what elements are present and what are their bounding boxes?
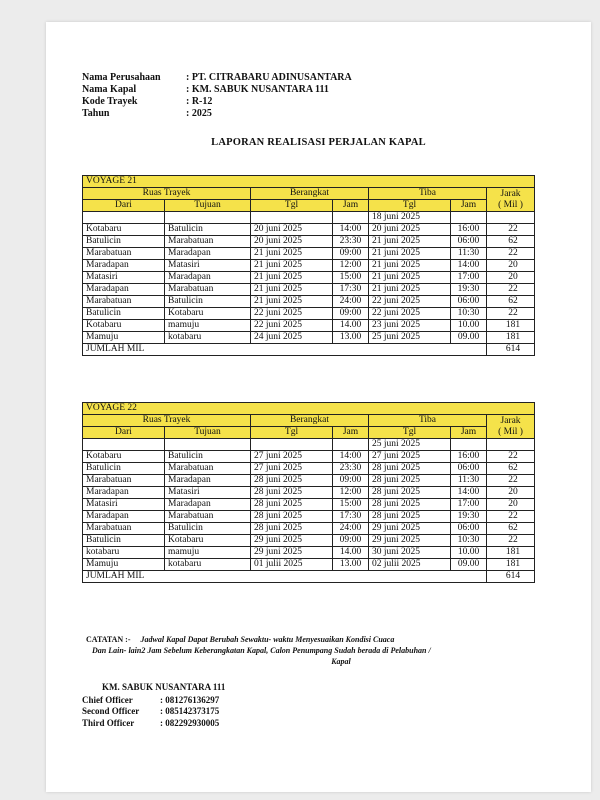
col-berangkat: Berangkat [251,188,369,200]
cell-dari: Mamuju [83,559,165,571]
cell-dari: Marabatuan [83,248,165,260]
cell-jam-tiba: 06:00 [451,523,487,535]
cell-tgl-berangkat: 28 juni 2025 [251,499,333,511]
cell-dari: Mamuju [83,332,165,344]
cell-jarak: 22 [487,451,535,463]
cell-jam-berangkat: 13.00 [333,559,369,571]
cell-dari: kotabaru [83,547,165,559]
cell-jam-tiba: 16:00 [451,451,487,463]
cell-jam-berangkat: 14.00 [333,320,369,332]
footer-ship-name: KM. SABUK NUSANTARA 111 [102,682,226,692]
table-row [83,236,535,248]
officer-row [82,718,225,730]
cell-tgl-tiba: 30 juni 2025 [369,547,451,559]
table-row [83,272,535,284]
route-value: : R-12 [186,96,213,107]
header-row-1 [83,188,535,200]
cell-tujuan: Marabatuan [165,236,251,248]
cell-tgl-tiba: 22 juni 2025 [369,308,451,320]
table-row [83,535,535,547]
cell-tgl-tiba: 28 juni 2025 [369,463,451,475]
cell-dari: Batulicin [83,236,165,248]
cell-tgl-tiba: 29 juni 2025 [369,523,451,535]
cell-dari: Maradapan [83,511,165,523]
document-header [82,72,352,120]
cell-jarak: 181 [487,547,535,559]
cell-tgl-berangkat: 28 juni 2025 [251,487,333,499]
cell-tujuan: Kotabaru [165,308,251,320]
cell-tujuan: Maradapan [165,475,251,487]
col-jarak [487,415,535,439]
company-value: : PT. CITRABARU ADINUSANTARA [186,72,352,83]
cell-jam-tiba: 10:30 [451,535,487,547]
cell-tgl-tiba: 28 juni 2025 [369,487,451,499]
cell-jarak: 181 [487,332,535,344]
route-label: Kode Trayek [82,96,138,107]
cell-jam-tiba: 17:00 [451,499,487,511]
col-jarak-label: Jarak [500,188,521,199]
cell-tgl-berangkat: 27 juni 2025 [251,451,333,463]
cell-tujuan: Matasiri [165,487,251,499]
cell-jarak: 22 [487,248,535,260]
header-row-2 [83,200,535,212]
cell-jam-tiba: 14:00 [451,487,487,499]
col-tujuan: Tujuan [165,427,251,439]
cell-jam-tiba: 11:30 [451,475,487,487]
cell-jarak: 181 [487,559,535,571]
document-page [46,22,591,792]
cell-jam-berangkat: 09:00 [333,308,369,320]
cell-jam-tiba: 06:00 [451,463,487,475]
cell-dari: Batulicin [83,535,165,547]
cell-tujuan: mamuju [165,320,251,332]
cell-tgl-berangkat: 29 juni 2025 [251,535,333,547]
col-jarak-unit: ( Mil ) [498,199,523,210]
voyage-table [82,402,535,583]
cell-tujuan: Maradapan [165,248,251,260]
notes-label: CATATAN :- [86,635,131,644]
cell-tujuan: Batulicin [165,451,251,463]
col-jam-tiba: Jam [451,427,487,439]
notes-line-1 [86,634,556,645]
cell-jam-tiba: 10:30 [451,308,487,320]
cell-dari: Kotabaru [83,451,165,463]
voyage-name: VOYAGE 21 [83,176,535,188]
cell-tgl-berangkat: 21 juni 2025 [251,272,333,284]
cell-jam-berangkat: 14:00 [333,451,369,463]
cell-tujuan: Marabatuan [165,463,251,475]
voyage-title-row [83,176,535,188]
table-row [83,439,535,451]
cell-jam-berangkat: 17:30 [333,284,369,296]
table-row [83,212,535,224]
cell-jarak: 62 [487,236,535,248]
cell-tgl-tiba: 23 juni 2025 [369,320,451,332]
cell-tgl-berangkat: 01 julii 2025 [251,559,333,571]
notes-text-2: Dan Lain- lain2 Jam Sebelum Keberangkatan Kapal, Calon Penumpang Sudah berada di Pelabuhan / [92,646,431,655]
col-dari: Dari [83,427,165,439]
cell-dari: Kotabaru [83,320,165,332]
officer-label: Chief Officer [82,694,133,705]
officer-row [82,695,225,707]
officer-row [82,706,225,718]
cell-tujuan: Maradapan [165,499,251,511]
cell-tgl-berangkat: 22 juni 2025 [251,320,333,332]
cell-tgl-tiba: 28 juni 2025 [369,499,451,511]
cell-jarak: 22 [487,535,535,547]
voyage-table [82,175,535,356]
cell-jarak: 62 [487,296,535,308]
col-tiba: Tiba [369,415,487,427]
col-tgl-berangkat: Tgl [251,427,333,439]
cell-dari: Marabatuan [83,523,165,535]
cell-tujuan: mamuju [165,547,251,559]
cell-tujuan: Matasiri [165,260,251,272]
cell-tgl-tiba: 21 juni 2025 [369,236,451,248]
cell-jam-berangkat: 12:00 [333,260,369,272]
total-label: JUMLAH MIL [83,344,487,356]
col-dari: Dari [83,200,165,212]
cell-dari: Marabatuan [83,296,165,308]
table-row [83,320,535,332]
table-row [83,463,535,475]
cell-jam-berangkat: 09:00 [333,475,369,487]
cell-jam-berangkat: 15:00 [333,499,369,511]
cell-tgl-tiba: 21 juni 2025 [369,260,451,272]
cell-jam-berangkat: 09:00 [333,248,369,260]
notes-text-1: Jadwal Kapal Dapat Berubah Sewaktu- waktu Menyesuaikan Kondisi Cuaca [140,635,395,644]
table-row [83,523,535,535]
table-row [83,451,535,463]
officer-label: Second Officer [82,706,140,716]
total-row [83,344,535,356]
cell-jam-tiba: 06:00 [451,236,487,248]
table-row [83,332,535,344]
cell-dari: Maradapan [83,487,165,499]
company-row [82,72,352,84]
cell-jarak: 22 [487,475,535,487]
report-title: LAPORAN REALISASI PERJALAN KAPAL [211,137,426,148]
ship-label: Nama Kapal [82,84,137,95]
contact-footer [82,682,225,729]
total-label: JUMLAH MIL [83,571,487,583]
cell-tujuan: Kotabaru [165,535,251,547]
cell-jam-tiba: 19:30 [451,284,487,296]
cell-tgl-berangkat: 21 juni 2025 [251,260,333,272]
cell-jarak: 62 [487,463,535,475]
table-row [83,284,535,296]
cell-jarak: 22 [487,224,535,236]
voyage-rows [83,224,535,344]
cell-tujuan: Batulicin [165,296,251,308]
cell-tujuan: kotabaru [165,332,251,344]
col-ruas: Ruas Trayek [83,415,251,427]
voyage-title-row [83,403,535,415]
first-arrival-date: 25 juni 2025 [369,439,451,451]
table-row [83,487,535,499]
table-row [83,224,535,236]
cell-tgl-berangkat: 21 juni 2025 [251,248,333,260]
table-row [83,499,535,511]
col-tujuan: Tujuan [165,200,251,212]
voyage-rows [83,451,535,571]
ship-value: : KM. SABUK NUSANTARA 111 [186,84,329,95]
route-row [82,96,352,108]
cell-tgl-berangkat: 24 juni 2025 [251,332,333,344]
cell-jarak: 22 [487,284,535,296]
cell-tgl-tiba: 22 juni 2025 [369,296,451,308]
table-row [83,547,535,559]
cell-jam-tiba: 06:00 [451,296,487,308]
officer-phone: : 081276136297 [160,694,220,705]
cell-tgl-berangkat: 22 juni 2025 [251,308,333,320]
cell-dari: Matasiri [83,272,165,284]
col-tgl-berangkat: Tgl [251,200,333,212]
year-value: : 2025 [186,108,212,119]
cell-tgl-berangkat: 28 juni 2025 [251,523,333,535]
table-row [83,248,535,260]
cell-jam-tiba: 11:30 [451,248,487,260]
cell-jam-berangkat: 23:30 [333,463,369,475]
cell-jam-tiba: 10.00 [451,547,487,559]
col-jarak-unit: ( Mil ) [498,426,523,437]
cell-tujuan: Marabatuan [165,284,251,296]
cell-jam-berangkat: 15:00 [333,272,369,284]
cell-tgl-tiba: 25 juni 2025 [369,332,451,344]
cell-tgl-berangkat: 21 juni 2025 [251,296,333,308]
header-row-1 [83,415,535,427]
col-jarak-label: Jarak [500,415,521,426]
voyage-name: VOYAGE 22 [83,403,535,415]
cell-jam-tiba: 19:30 [451,511,487,523]
cell-jam-berangkat: 09:00 [333,535,369,547]
cell-tgl-berangkat: 28 juni 2025 [251,511,333,523]
year-row [82,108,352,120]
table-row [83,475,535,487]
total-row [83,571,535,583]
cell-dari: Matasiri [83,499,165,511]
cell-tujuan: Batulicin [165,224,251,236]
total-value: 614 [487,344,535,356]
company-label: Nama Perusahaan [82,72,161,83]
table-row [83,308,535,320]
cell-tujuan: Marabatuan [165,511,251,523]
officer-phone: : 082292930005 [160,717,220,728]
cell-dari: Marabatuan [83,475,165,487]
cell-dari: Maradapan [83,260,165,272]
cell-tgl-berangkat: 29 juni 2025 [251,547,333,559]
col-jam-tiba: Jam [451,200,487,212]
cell-tujuan: Maradapan [165,272,251,284]
cell-dari: Kotabaru [83,224,165,236]
year-label: Tahun [82,108,110,119]
cell-jarak: 20 [487,260,535,272]
cell-dari: Batulicin [83,308,165,320]
col-berangkat: Berangkat [251,415,369,427]
col-jarak [487,188,535,212]
col-tgl-tiba: Tgl [369,200,451,212]
header-row-2 [83,427,535,439]
cell-dari: Maradapan [83,284,165,296]
total-value: 614 [487,571,535,583]
table-row [83,511,535,523]
officer-label: Third Officer [82,717,135,728]
cell-tgl-berangkat: 20 juni 2025 [251,236,333,248]
cell-jam-tiba: 16:00 [451,224,487,236]
cell-tgl-tiba: 21 juni 2025 [369,272,451,284]
cell-jam-berangkat: 24:00 [333,523,369,535]
cell-jarak: 62 [487,523,535,535]
col-tgl-tiba: Tgl [369,427,451,439]
ship-row [82,84,352,96]
table-row [83,260,535,272]
cell-jam-tiba: 17:00 [451,272,487,284]
cell-jam-berangkat: 13.00 [333,332,369,344]
col-jam-berangkat: Jam [333,200,369,212]
notes [86,634,556,667]
cell-tgl-berangkat: 20 juni 2025 [251,224,333,236]
cell-tgl-berangkat: 28 juni 2025 [251,475,333,487]
cell-jarak: 181 [487,320,535,332]
cell-tgl-tiba: 20 juni 2025 [369,224,451,236]
cell-jam-berangkat: 24:00 [333,296,369,308]
first-arrival-date: 18 juni 2025 [369,212,451,224]
cell-jam-berangkat: 14.00 [333,547,369,559]
cell-jam-berangkat: 23:30 [333,236,369,248]
cell-jam-tiba: 10.00 [451,320,487,332]
cell-tgl-tiba: 28 juni 2025 [369,511,451,523]
table-row [83,559,535,571]
cell-jam-berangkat: 14:00 [333,224,369,236]
cell-jam-tiba: 09.00 [451,332,487,344]
table-row [83,296,535,308]
cell-tgl-berangkat: 21 juni 2025 [251,284,333,296]
cell-tgl-tiba: 28 juni 2025 [369,475,451,487]
cell-tgl-berangkat: 27 juni 2025 [251,463,333,475]
col-tiba: Tiba [369,188,487,200]
cell-jarak: 22 [487,308,535,320]
cell-jarak: 22 [487,511,535,523]
cell-jam-berangkat: 17:30 [333,511,369,523]
cell-tgl-tiba: 02 julii 2025 [369,559,451,571]
cell-jarak: 20 [487,499,535,511]
notes-text-3: Kapal [331,657,351,666]
cell-jam-tiba: 14:00 [451,260,487,272]
cell-jam-berangkat: 12:00 [333,487,369,499]
cell-tgl-tiba: 29 juni 2025 [369,535,451,547]
cell-tgl-tiba: 27 juni 2025 [369,451,451,463]
officer-phone: : 085142373175 [160,706,220,716]
cell-jarak: 20 [487,272,535,284]
cell-tujuan: Batulicin [165,523,251,535]
col-ruas: Ruas Trayek [83,188,251,200]
cell-tgl-tiba: 21 juni 2025 [369,248,451,260]
cell-tgl-tiba: 21 juni 2025 [369,284,451,296]
cell-dari: Batulicin [83,463,165,475]
cell-jarak: 20 [487,487,535,499]
cell-tujuan: kotabaru [165,559,251,571]
col-jam-berangkat: Jam [333,427,369,439]
cell-jam-tiba: 09.00 [451,559,487,571]
